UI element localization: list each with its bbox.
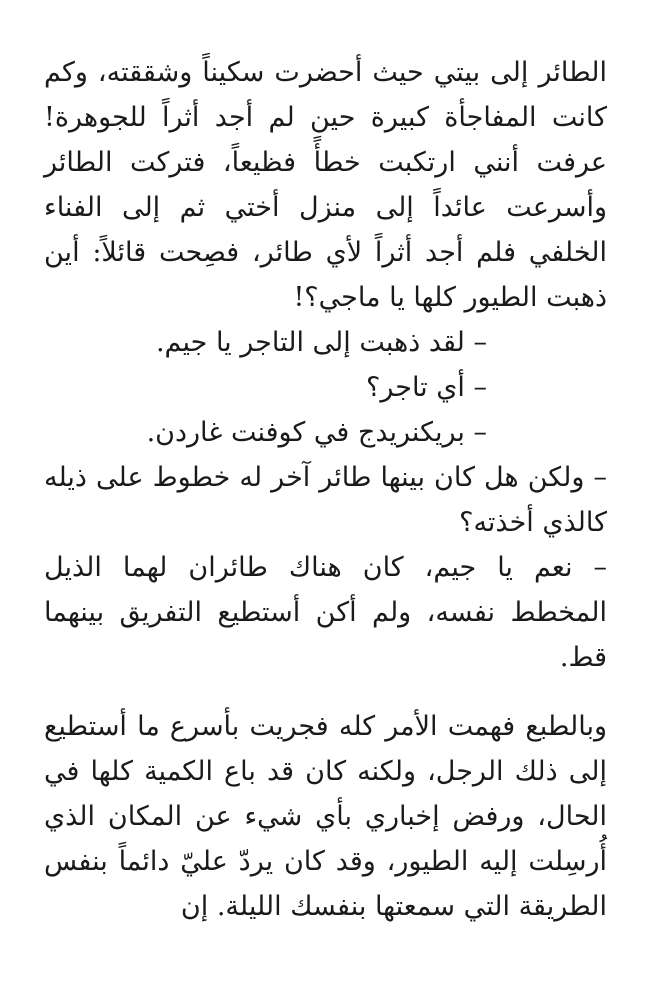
dialogue-block [44,320,607,680]
dialogue-line-2: – أي تاجر؟ [366,372,487,403]
dialogue-line-3: – بريكنريدج في كوفنت غاردن. [146,417,487,448]
dialogue-line-1: – لقد ذهبت إلى التاجر يا جيم. [155,327,487,358]
paragraph-narration-1: الطائر إلى بيتي حيث أحضرت سكيناً وشققته، وكم كانت المفاجأة كبيرة حين لم أجد أثراً للجوهرة! عرفت أنني ارتكبت خطأً فظيعاً، فتركت الطائر وأسرعت عائداً إلى منزل أختي ثم إلى الفناء الخلفي فلم أجد أثراً لأي طائر، فصِحت قائلاً: أين ذهبت الطيور كلها يا ماجي؟! [44,57,607,313]
dialogue-line-5: – نعم يا جيم، كان هناك طائران لهما الذيل المخطط نفسه، ولم أكن أستطيع التفريق بينهما قط. [44,552,607,673]
paragraph-narration-2: وبالطبع فهمت الأمر كله فجريت بأسرع ما أستطيع إلى ذلك الرجل، ولكنه كان قد باع الكمية كلها في الحال، ورفض إخباري بأي شيء عن المكان الذي أُرسِلت إليه الطيور، وقد كان يردّ عليّ دائماً بنفس الطريقة التي سمعتها بنفسك الليلة. إن [44,711,607,922]
dialogue-line-4: – ولكن هل كان بينها طائر آخر له خطوط على ذيله كالذي أخذته؟ [44,462,607,538]
